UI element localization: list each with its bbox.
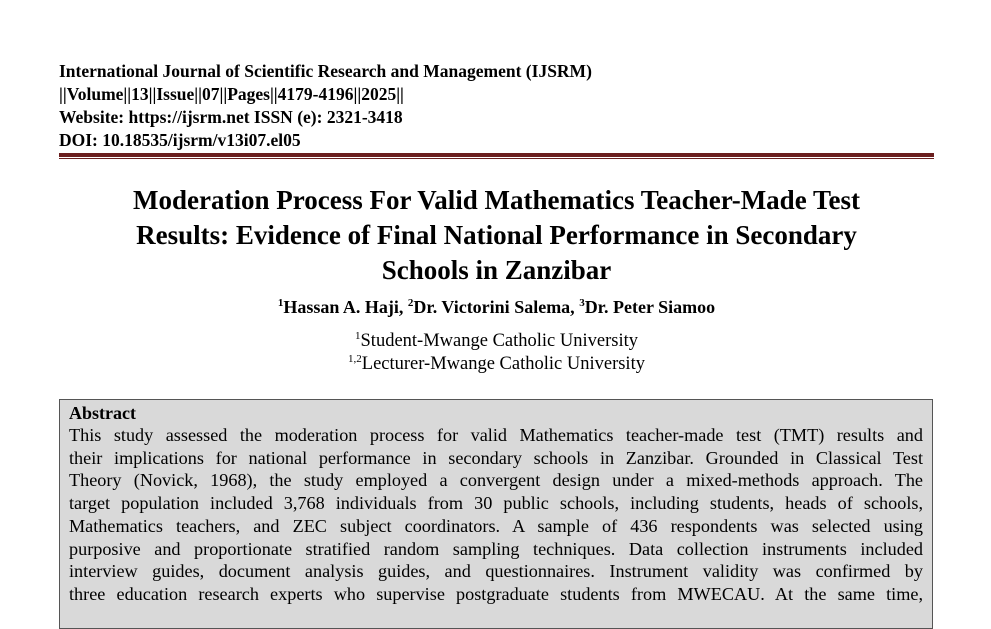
affiliation-1 [59, 330, 934, 352]
affiliation-2-text: Lecturer-Mwange Catholic University [361, 354, 645, 374]
author-3-sup: 3 [579, 297, 585, 309]
author-3-name: Dr. Peter Siamoo [584, 297, 716, 317]
affiliation-1-sup: 1 [355, 329, 361, 342]
website-issn: Website: https://ijsrm.net ISSN (e): 2321-3418 [59, 107, 403, 127]
abstract-line: three education research experts who supervise postgraduate students from MWECAU. At the same time, [69, 583, 923, 604]
affiliation-1-text: Student-Mwange Catholic University [360, 331, 638, 351]
abstract-line: their implications for national performance in secondary schools in Zanzibar. Grounded in Classical Test [69, 447, 923, 468]
author-list [59, 296, 934, 318]
title-line-1: Moderation Process For Valid Mathematics Teacher-Made Test [133, 185, 860, 215]
paper-title [59, 183, 934, 288]
journal-header [59, 60, 592, 152]
abstract-line: Theory (Novick, 1968), the study employed a convergent design under a mixed-methods approach. The [69, 470, 923, 491]
volume-issue-pages: ||Volume||13||Issue||07||Pages||4179-4196||2025|| [59, 84, 404, 104]
title-line-2: Results: Evidence of Final National Performance in Secondary [136, 220, 857, 250]
affiliation-2-sup: 1,2 [348, 352, 362, 365]
abstract-line: interview guides, document analysis guides, and questionnaires. Instrument validity was confirmed by [69, 561, 923, 582]
author-1-sup: 1 [277, 297, 284, 309]
abstract-line: This study assessed the moderation process for valid Mathematics teacher-made test (TMT) results and [69, 425, 923, 445]
author-2-sup: 2 [407, 297, 414, 309]
abstract-body [69, 424, 923, 606]
author-2-name: Dr. Victorini Salema, [413, 297, 580, 317]
doi: DOI: 10.18535/ijsrm/v13i07.el05 [59, 130, 301, 150]
title-line-3: Schools in Zanzibar [381, 255, 612, 285]
author-1-name: Hassan A. Haji, [283, 297, 408, 317]
abstract-line: Mathematics teachers, and ZEC subject coordinators. A sample of 436 respondents was selected using [69, 515, 923, 536]
abstract-line: purposive and proportionate stratified random sampling techniques. Data collection instruments included [69, 538, 923, 559]
header-rule-thin [59, 158, 934, 159]
header-rule-thick [59, 153, 934, 157]
journal-name: International Journal of Scientific Research and Management (IJSRM) [59, 61, 592, 81]
affiliation-2 [59, 353, 934, 375]
abstract-heading: Abstract [69, 403, 136, 423]
abstract-line: target population included 3,768 individuals from 30 public schools, including students, heads of schools, [69, 493, 923, 514]
